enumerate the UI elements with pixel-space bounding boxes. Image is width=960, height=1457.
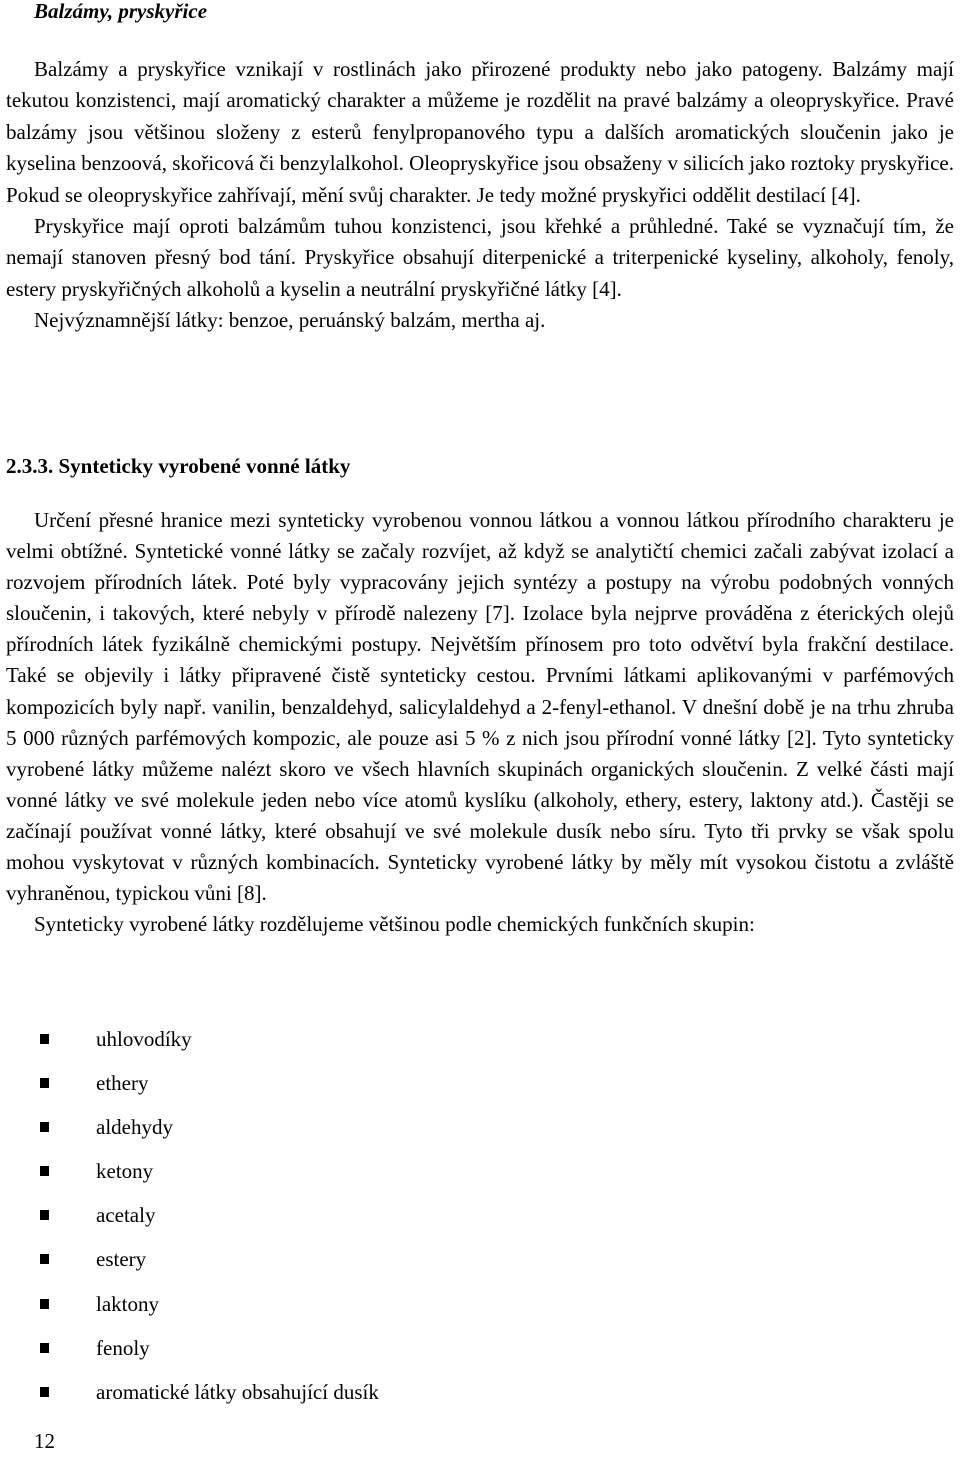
section-heading-balsams: Balzámy, pryskyřice [34, 0, 208, 23]
list-item-label: ketony [96, 1159, 154, 1184]
square-bullet-icon [40, 1387, 49, 1397]
square-bullet-icon [40, 1254, 49, 1264]
square-bullet-icon [40, 1122, 49, 1132]
paragraph: Nejvýznamnější látky: benzoe, peruánský balzám, mertha aj. [34, 308, 546, 333]
paragraph: Určení přesné hranice mezi synteticky vyrobenou vonnou látkou a vonnou látkou přírodního charakteru je velmi obtížné. Syntetické vonné látky se začaly rozvíjet, až když se analytičtí chemici začali zabývat izolací a rozvojem přírodních látek. Poté byly vypracovány jejich syntézy a postupy na výrobu podobných vonných sloučenin, i takových, které nebyly v přírodě nalezeny [7]. Izolace byla nejprve prováděna z éterických olejů přírodních látek fyzikálně chemickými postupy. Největším přínosem pro toto odvětví byla frakční destilace. Také se objevily i látky připravené čistě synteticky cestou. Prvními látkami aplikovanými v parfémových kompozicích byly např. vanilin, benzaldehyd, salicylaldehyd a 2-fenyl-ethanol. V dnešní době je na trhu zhruba 5 000 různých parfémových kompozic, ale pouze asi 5 % z nich jsou přírodní vonné látky [2]. Tyto synteticky vyrobené látky můžeme nalézt skoro ve všech hlavních skupinách organických sloučenin. Z velké části mají vonné látky ve své molekule jeden nebo více atomů kyslíku (alkoholy, ethery, estery, laktony atd.). Častěji se začínají používat vonné látky, které obsahují ve své molekule dusík nebo síru. Tyto tři prvky se však spolu mohou vyskytovat v různých kombinacích. Synteticky vyrobené látky by měly mít vysokou čistotu a zvláště vyhraněnou, typickou vůni [8]. [6, 508, 954, 906]
square-bullet-icon [40, 1078, 49, 1088]
section-heading-synthetic: 2.3.3. Synteticky vyrobené vonné látky [6, 454, 351, 478]
paragraph: Pryskyřice mají oproti balzámům tuhou konzistenci, jsou křehké a průhledné. Také se vyznačují tím, že nemají stanoven přesný bod tání. Pryskyřice obsahují diterpenické a triterpenické kyseliny, alkoholy, fenoly, estery pryskyřičných alkoholů a kyselin a neutrální pryskyřičné látky [4]. [6, 214, 954, 301]
list-item-label: acetaly [96, 1203, 156, 1228]
square-bullet-icon [40, 1034, 49, 1044]
list-item-label: estery [96, 1247, 147, 1272]
list-item-label: aromatické látky obsahující dusík [96, 1379, 379, 1404]
list-item-label: fenoly [96, 1335, 150, 1360]
list-item-label: uhlovodíky [96, 1027, 192, 1051]
paragraph: Synteticky vyrobené látky rozdělujeme většinou podle chemických funkčních skupin: [34, 912, 755, 937]
square-bullet-icon [40, 1166, 49, 1176]
balsams-text-block [6, 54, 954, 337]
list-item-label: laktony [96, 1291, 159, 1316]
square-bullet-icon [40, 1343, 49, 1353]
paragraph: Balzámy a pryskyřice vznikají v rostlinách jako přirozené produkty nebo jako patogeny. Balzámy mají tekutou konzistenci, mají aromatický charakter a můžeme je rozdělit na pravé balzámy a oleopryskyřice. Pravé balzámy jsou většinou složeny z esterů fenylpropanového typu a dalších aromatických sloučenin jako je kyselina benzoová, skořicová či benzylalkohol. Oleopryskyřice jsou obsaženy v silicích jako roztoky pryskyřice. Pokud se oleopryskyřice zahřívají, mění svůj charakter. Je tedy možné pryskyřici oddělit destilací [4]. [6, 57, 954, 207]
list-item-label: ethery [96, 1071, 149, 1096]
list-item-label: aldehydy [96, 1115, 173, 1140]
page-number: 12 [34, 1429, 55, 1453]
square-bullet-icon [40, 1299, 49, 1309]
synthetic-text-block [6, 505, 954, 940]
square-bullet-icon [40, 1210, 49, 1220]
